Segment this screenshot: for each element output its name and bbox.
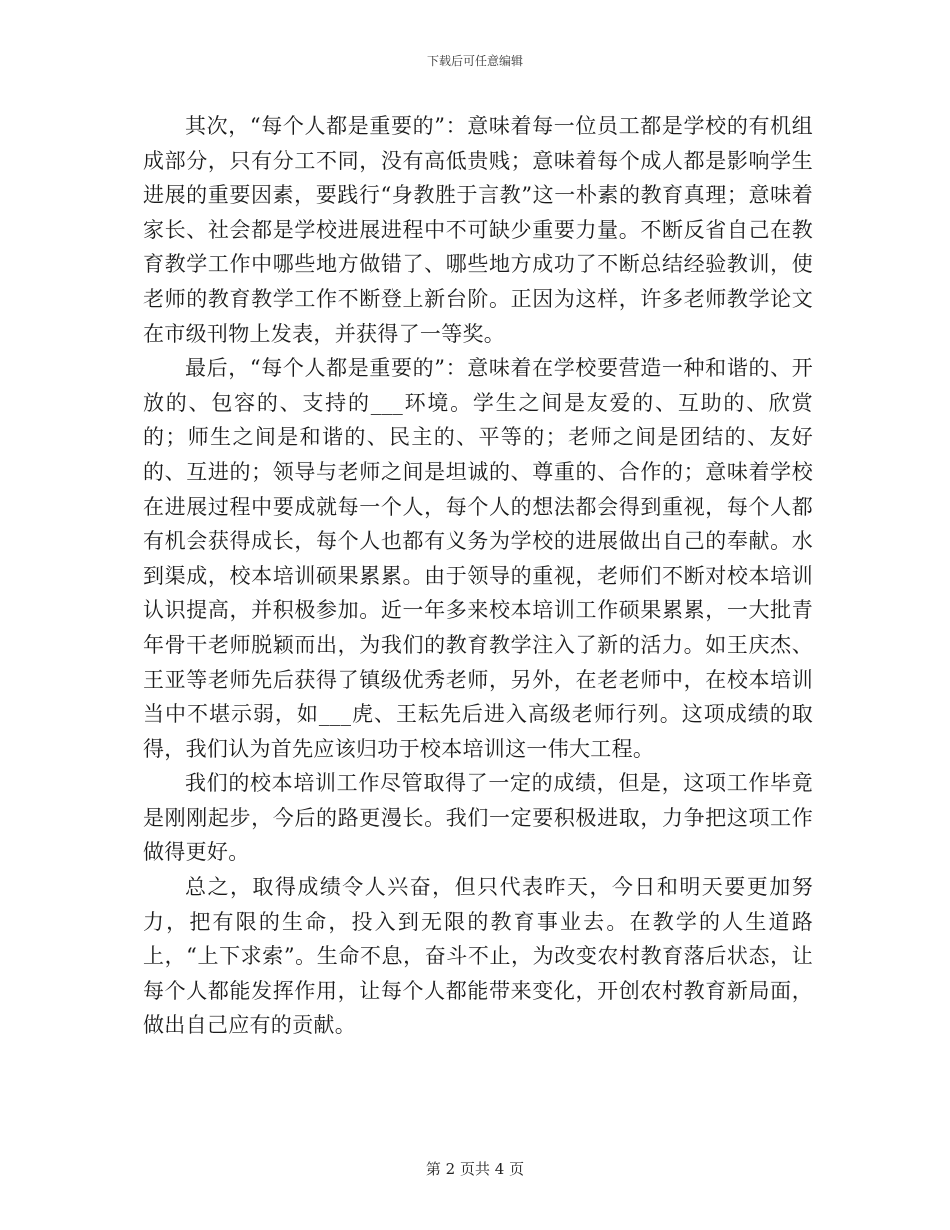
page-number-footer: 第 2 页共 4 页 <box>425 1160 525 1178</box>
paragraph-conclusion: 总之，取得成绩令人兴奋，但只代表昨天，今日和明天要更加努力，把有限的生命，投入到无限的教育事业去。在教学的人生道路上，“上下求索”。生命不息，奋斗不止，为改变农村教育落后状态，让每个人都能发挥作用，让每个人都能带来变化，开创农村教育新局面，做出自己应有的贡献。 <box>143 875 813 1038</box>
paragraph-finally: 最后，“每个人都是重要的”：意味着在学校要营造一种和谐的、开放的、包容的、支持的___环境。学生之间是友爱的、互助的、欣赏的；师生之间是和谐的、民主的、平等的；老师之间是团结的、友好的、互进的；领导与老师之间是坦诚的、尊重的、合作的；意味着学校在进展过程中要成就每一个人，每个人的想法都会得到重视，每个人都有机会获得成长，每个人也都有义务为学校的进展做出自己的奉献。水到渠成，校本培训硕果累累。由于领导的重视，老师们不断对校本培训认识提高，并积极参加。近一年多来校本培训工作硕果累累，一大批青年骨干老师脱颖而出，为我们的教育教学注入了新的活力。如王庆杰、王亚等老师先后获得了镇级优秀老师，另外，在老老师中，在校本培训当中不堪示弱，如___虎、王耘先后进入高级老师行列。这项成绩的取得，我们认为首先应该归功于校本培训这一伟大工程。 <box>143 356 813 761</box>
page-header: 下载后可任意编辑 <box>426 54 523 68</box>
paragraph-achievements: 我们的校本培训工作尽管取得了一定的成绩，但是，这项工作毕竟是刚刚起步，今后的路更漫长。我们一定要积极进取，力争把这项工作做得更好。 <box>143 771 813 865</box>
paragraph-secondly: 其次，“每个人都是重要的”：意味着每一位员工都是学校的有机组成部分，只有分工不同，没有高低贵贱；意味着每个成人都是影响学生进展的重要因素，要践行“身教胜于言教”这一朴素的教育真理；意味着家长、社会都是学校进展进程中不可缺少重要力量。不断反省自己在教育教学工作中哪些地方做错了、哪些地方成功了不断总结经验教训，使老师的教育教学工作不断登上新台阶。正因为这样，许多老师教学论文在市级刊物上发表，并获得了一等奖。 <box>143 114 813 346</box>
document-body <box>143 109 813 1043</box>
